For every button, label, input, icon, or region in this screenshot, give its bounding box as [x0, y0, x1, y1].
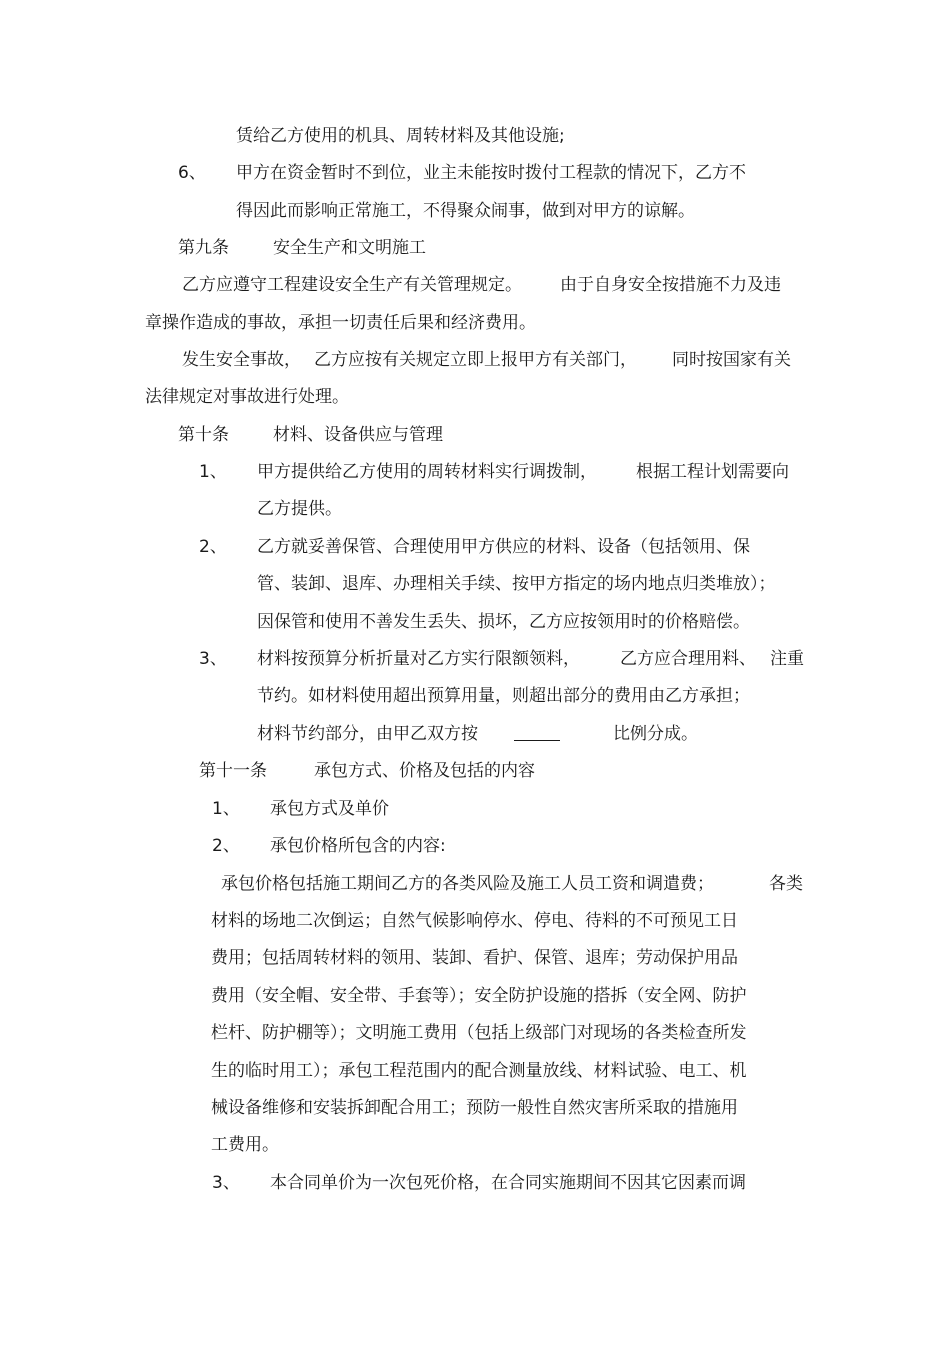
item-number: 1、 — [212, 799, 240, 819]
item-number: 1、 — [199, 462, 227, 482]
text-line: 得因此而影响正常施工，不得聚众闹事，做到对甲方的谅解。 — [236, 201, 695, 221]
text-line: 赁给乙方使用的机具、周转材料及其他设施; — [236, 126, 565, 146]
text-line: 承包价格所包含的内容: — [270, 836, 446, 856]
item-number: 2、 — [199, 537, 227, 557]
text-line: 管、装卸、退库、办理相关手续、按甲方指定的场内地点归类堆放）； — [257, 574, 776, 594]
text-line: 承包方式及单价 — [270, 799, 389, 819]
text-line: 节约。如材料使用超出预算用量，则超出部分的费用由乙方承担； — [257, 686, 750, 706]
text-line: 乙方提供。 — [257, 499, 342, 519]
text-line: 乙方应按有关规定立即上报甲方有关部门， — [314, 350, 637, 370]
text-line: 生的临时用工）；承包工程范围内的配合测量放线、材料试验、电工、机 — [211, 1061, 747, 1081]
text-line: 甲方提供给乙方使用的周转材料实行调拨制， — [257, 462, 597, 482]
text-line: 注重 — [770, 649, 804, 669]
item-number: 3、 — [212, 1173, 240, 1193]
text-line: 乙方应遵守工程建设安全生产有关管理规定。 — [182, 275, 522, 295]
text-line: 栏杆、防护棚等）；文明施工费用（包括上级部门对现场的各类检查所发 — [211, 1023, 747, 1043]
text-line: 材料的场地二次倒运；自然气候影响停水、停电、待料的不可预见工日 — [211, 911, 738, 931]
text-line: 同时按国家有关 — [672, 350, 791, 370]
text-line: 根据工程计划需要向 — [636, 462, 789, 482]
text-line: 材料按预算分析折量对乙方实行限额领料， — [257, 649, 580, 669]
text-line: 因保管和使用不善发生丢失、损坏，乙方应按领用时的价格赔偿。 — [257, 612, 750, 632]
article-number: 第十条 — [178, 425, 229, 445]
article-number: 第九条 — [178, 238, 229, 258]
text-line: 乙方应合理用料、 — [620, 649, 756, 669]
text-line: 甲方在资金暂时不到位，业主未能按时拨付工程款的情况下，乙方不 — [236, 163, 746, 183]
text-line: 材料节约部分，由甲乙双方按 — [257, 724, 478, 744]
fill-in-blank — [508, 723, 566, 745]
text-line: 乙方就妥善保管、合理使用甲方供应的材料、设备（包括领用、保 — [257, 537, 750, 557]
text-line: 工费用。 — [211, 1135, 279, 1155]
text-line: 法律规定对事故进行处理。 — [145, 387, 349, 407]
text-line: 费用（安全帽、安全带、手套等）；安全防护设施的搭拆（安全网、防护 — [211, 986, 747, 1006]
article-title: 材料、设备供应与管理 — [273, 425, 443, 445]
text-line: 本合同单价为一次包死价格，在合同实施期间不因其它因素而调 — [270, 1173, 746, 1193]
item-number: 2、 — [212, 836, 240, 856]
text-line: 比例分成。 — [613, 724, 698, 744]
article-title: 安全生产和文明施工 — [273, 238, 426, 258]
article-title: 承包方式、价格及包括的内容 — [314, 761, 535, 781]
item-number: 3、 — [199, 649, 227, 669]
text-line: 械设备维修和安装拆卸配合用工；预防一般性自然灾害所采取的措施用 — [211, 1098, 738, 1118]
text-line: 承包价格包括施工期间乙方的各类风险及施工人员工资和调遣费； — [221, 874, 714, 894]
text-line: 章操作造成的事故，承担一切责任后果和经济费用。 — [145, 313, 536, 333]
text-line: 由于自身安全按措施不力及违 — [560, 275, 781, 295]
text-line: 各类 — [769, 874, 803, 894]
article-number: 第十一条 — [199, 761, 267, 781]
text-line: 发生安全事故， — [182, 350, 301, 370]
item-number: 6、 — [178, 163, 206, 183]
text-line: 费用；包括周转材料的领用、装卸、看护、保管、退库；劳动保护用品 — [211, 948, 738, 968]
